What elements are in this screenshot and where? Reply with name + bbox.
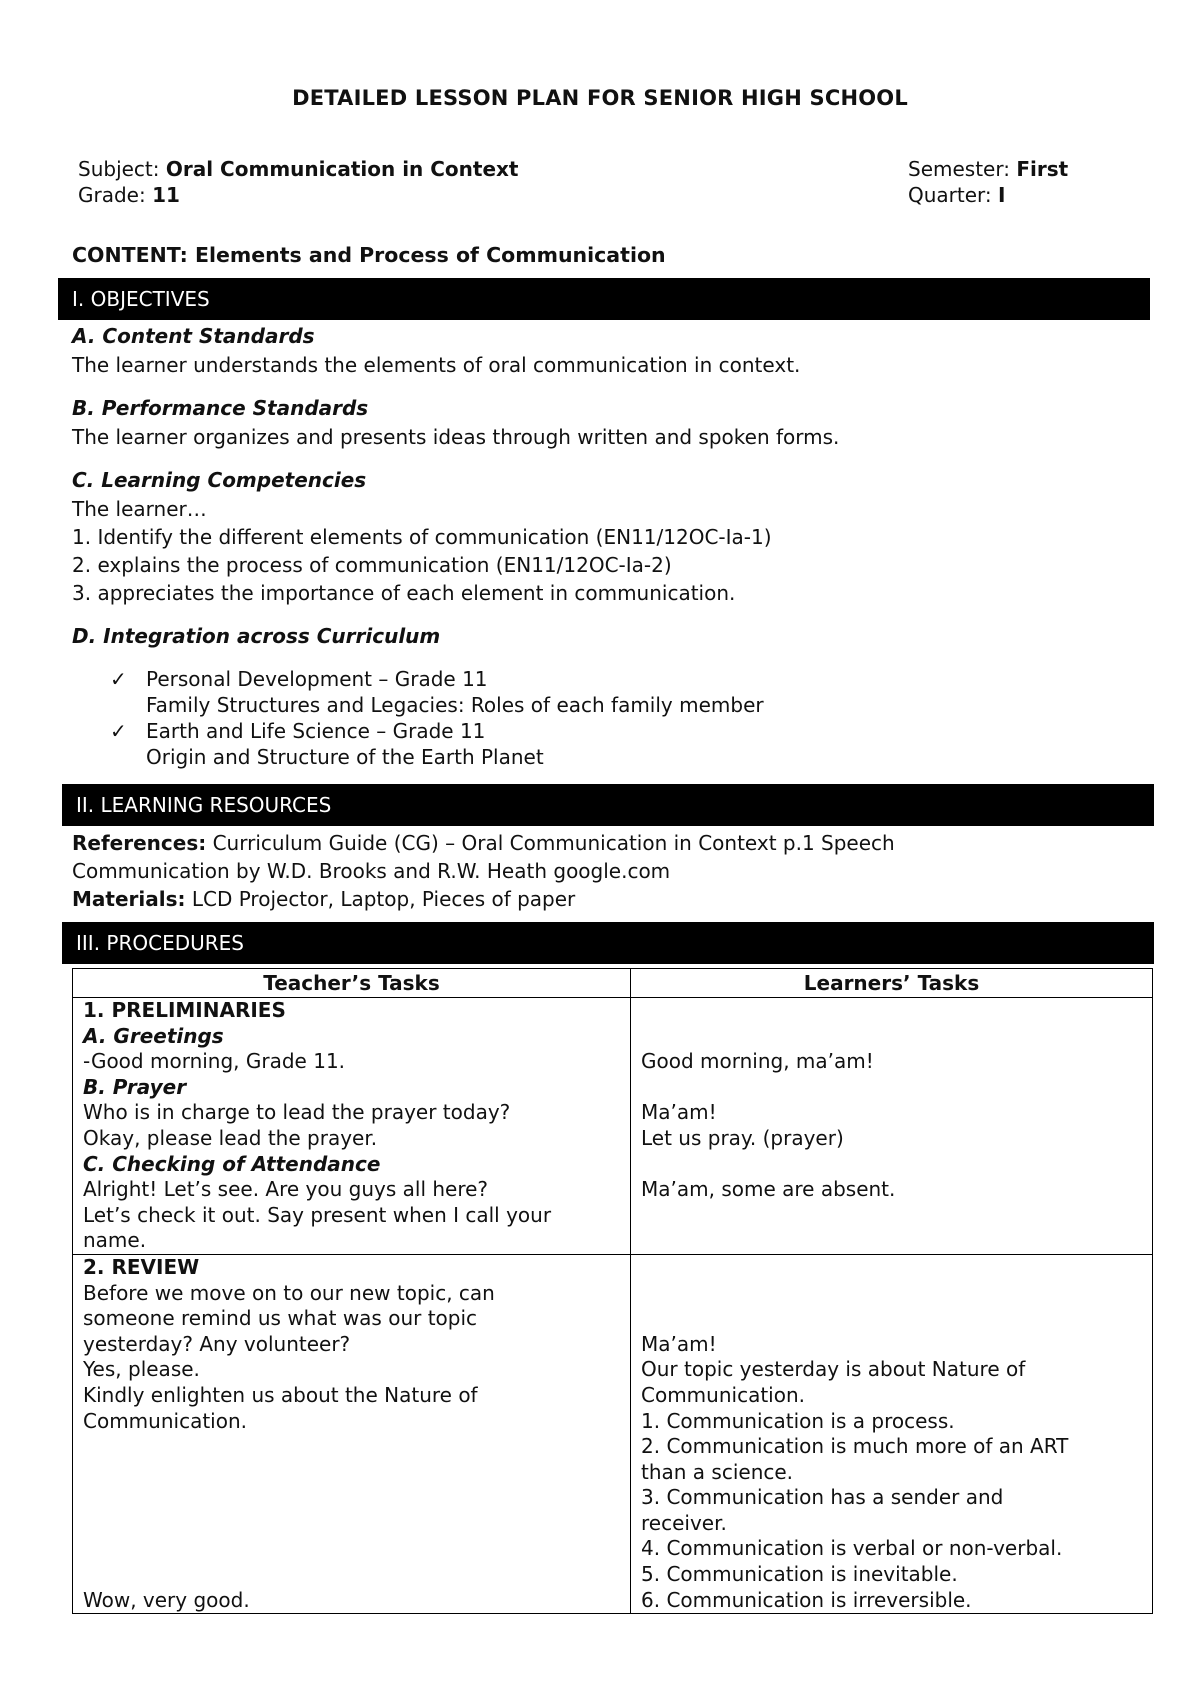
prayer-heading: B. Prayer xyxy=(83,1074,187,1099)
review-teacher-closing: Wow, very good. xyxy=(83,1587,250,1612)
attendance-teacher-line: name. xyxy=(83,1228,147,1253)
review-teacher-line: yesterday? Any volunteer? xyxy=(83,1331,351,1356)
competencies-heading: C. Learning Competencies xyxy=(72,468,367,492)
subject-line xyxy=(78,157,519,181)
content-standards-text: The learner understands the elements of oral communication in context. xyxy=(72,353,801,377)
table-row xyxy=(73,1254,1153,1613)
competencies-intro: The learner… xyxy=(72,497,207,521)
review-learner-line: 1. Communication is a process. xyxy=(641,1408,955,1433)
objectives-header: I. OBJECTIVES xyxy=(58,278,1150,320)
references-text: Curriculum Guide (CG) – Oral Communication in Context p.1 Speech xyxy=(212,831,895,855)
greetings-heading: A. Greetings xyxy=(83,1023,224,1048)
resources-header: II. LEARNING RESOURCES xyxy=(62,784,1154,826)
procedures-header: III. PROCEDURES xyxy=(62,922,1154,964)
teacher-column-header: Teacher’s Tasks xyxy=(73,969,631,998)
quarter-label: Quarter: xyxy=(908,183,992,207)
procedures-table xyxy=(72,968,1153,1614)
review-learner-line: 4. Communication is verbal or non-verbal. xyxy=(641,1536,1063,1561)
materials-line xyxy=(72,886,575,912)
content-line: CONTENT: Elements and Process of Communication xyxy=(72,243,666,267)
semester-label: Semester: xyxy=(908,157,1010,181)
review-teacher-line: Communication. xyxy=(83,1408,247,1433)
review-learner-line: 3. Communication has a sender and xyxy=(641,1485,1004,1510)
prelim-learner-cell xyxy=(631,998,1153,1255)
integration-title: Earth and Life Science – Grade 11 xyxy=(146,719,486,743)
page-title: DETAILED LESSON PLAN FOR SENIOR HIGH SCHOOL xyxy=(292,86,908,110)
subject-value: Oral Communication in Context xyxy=(165,157,519,181)
prayer-teacher-line: Who is in charge to lead the prayer today? xyxy=(83,1100,511,1125)
review-teacher-line: Yes, please. xyxy=(83,1357,200,1382)
materials-label: Materials: xyxy=(72,887,186,911)
integration-detail: Family Structures and Legacies: Roles of each family member xyxy=(146,693,764,717)
greetings-learner: Good morning, ma’am! xyxy=(641,1049,874,1074)
prayer-learner-line: Ma’am! xyxy=(641,1100,717,1125)
content-standards-heading: A. Content Standards xyxy=(72,324,315,348)
attendance-teacher-line: Alright! Let’s see. Are you guys all here? xyxy=(83,1177,489,1202)
prayer-teacher-line: Okay, please lead the prayer. xyxy=(83,1125,378,1150)
integration-detail: Origin and Structure of the Earth Planet xyxy=(146,745,544,769)
quarter-value: I xyxy=(998,183,1006,207)
subject-label: Subject: xyxy=(78,157,160,181)
integration-item xyxy=(110,666,488,692)
review-learner-line: receiver. xyxy=(641,1510,727,1535)
attendance-teacher-line: Let’s check it out. Say present when I call your xyxy=(83,1202,552,1227)
references-text-cont: Communication by W.D. Brooks and R.W. Heath google.com xyxy=(72,859,671,883)
table-header-row xyxy=(73,969,1153,998)
references-line xyxy=(72,830,895,856)
table-row xyxy=(73,998,1153,1255)
performance-standards-text: The learner organizes and presents ideas through written and spoken forms. xyxy=(72,425,840,449)
checkmark-icon: ✓ xyxy=(110,719,127,743)
grade-label: Grade: xyxy=(78,183,146,207)
review-teacher-line: Kindly enlighten us about the Nature of xyxy=(83,1382,478,1407)
competency-item: 3. appreciates the importance of each element in communication. xyxy=(72,581,736,605)
checkmark-icon: ✓ xyxy=(110,667,127,691)
prelim-teacher-cell xyxy=(73,998,631,1255)
review-learner-line: Communication. xyxy=(641,1382,805,1407)
competency-item: 1. Identify the different elements of communication (EN11/12OC-Ia-1) xyxy=(72,525,772,549)
review-heading: 2. REVIEW xyxy=(83,1254,200,1279)
prayer-learner-line: Let us pray. (prayer) xyxy=(641,1125,844,1150)
review-learner-line: 6. Communication is irreversible. xyxy=(641,1587,972,1612)
grade-line xyxy=(78,183,180,207)
review-learner-cell xyxy=(631,1254,1153,1613)
references-label: References: xyxy=(72,831,207,855)
performance-standards-heading: B. Performance Standards xyxy=(72,396,369,420)
semester-value: First xyxy=(1016,157,1069,181)
attendance-heading: C. Checking of Attendance xyxy=(83,1151,381,1176)
review-learner-line: 2. Communication is much more of an ART xyxy=(641,1434,1069,1459)
attendance-learner: Ma’am, some are absent. xyxy=(641,1177,896,1202)
semester-line xyxy=(908,157,1068,181)
greetings-teacher: -Good morning, Grade 11. xyxy=(83,1049,346,1074)
review-teacher-line: someone remind us what was our topic xyxy=(83,1306,478,1331)
integration-item xyxy=(110,718,485,744)
review-learner-line: 5. Communication is inevitable. xyxy=(641,1562,958,1587)
review-learner-line: Our topic yesterday is about Nature of xyxy=(641,1357,1026,1382)
learners-column-header: Learners’ Tasks xyxy=(631,969,1153,998)
integration-title: Personal Development – Grade 11 xyxy=(146,667,488,691)
prelim-heading: 1. PRELIMINARIES xyxy=(83,998,286,1022)
quarter-line xyxy=(908,183,1005,207)
review-learner-line: Ma’am! xyxy=(641,1331,717,1356)
grade-value: 11 xyxy=(152,183,180,207)
review-teacher-cell xyxy=(73,1254,631,1613)
competency-item: 2. explains the process of communication (EN11/12OC-Ia-2) xyxy=(72,553,672,577)
review-learner-line: than a science. xyxy=(641,1459,794,1484)
integration-heading: D. Integration across Curriculum xyxy=(72,624,441,648)
review-teacher-line: Before we move on to our new topic, can xyxy=(83,1280,495,1305)
materials-text: LCD Projector, Laptop, Pieces of paper xyxy=(191,887,576,911)
